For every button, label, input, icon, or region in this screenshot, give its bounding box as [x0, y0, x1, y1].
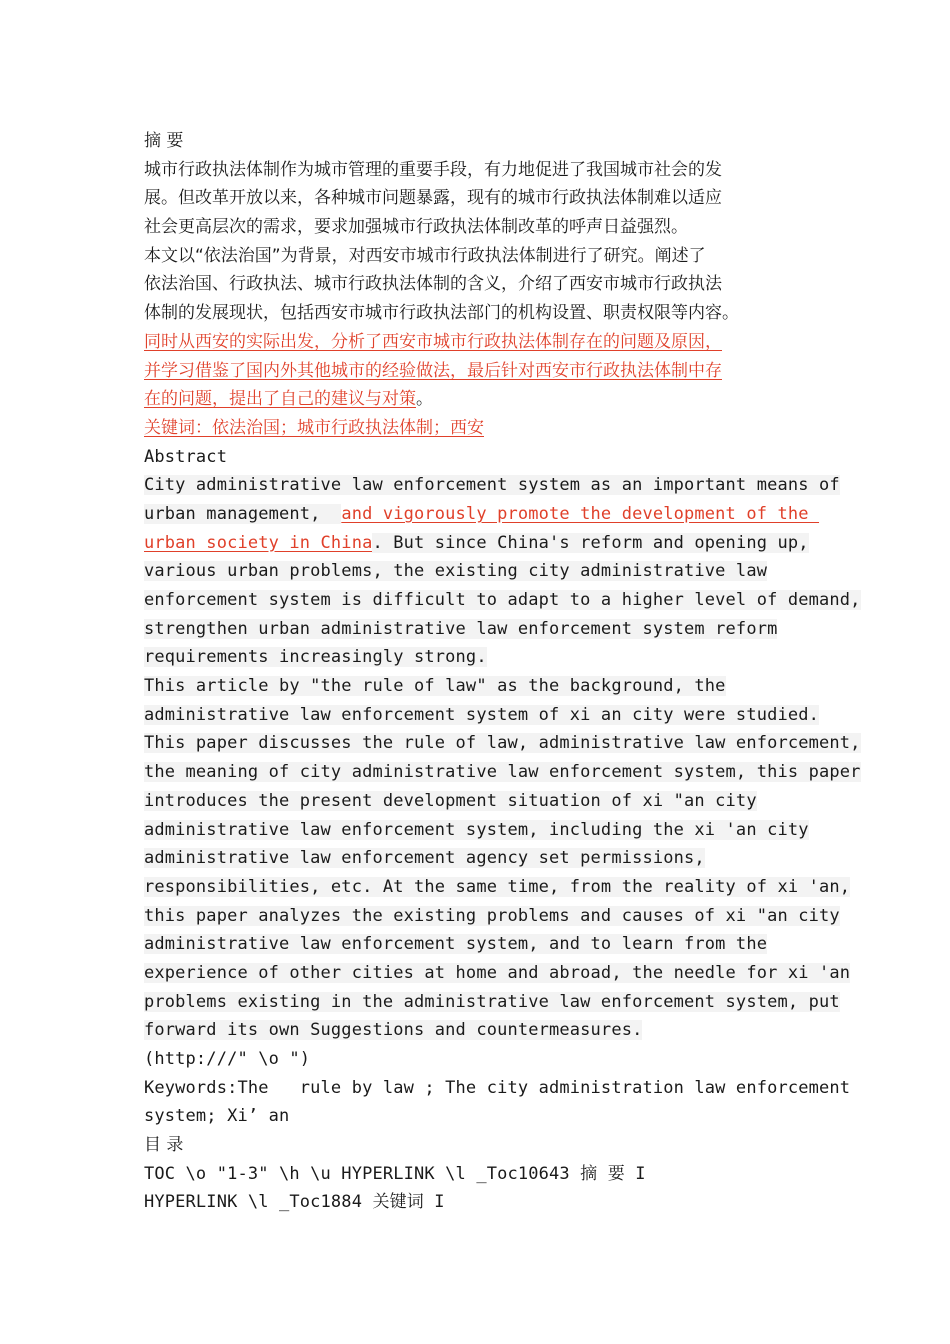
paragraph-line: this paper analyzes the existing problems and causes of xi "an city	[144, 905, 840, 926]
red-underlined-text: 同时从西安的实际出发，分析了西安市城市行政执法体制存在的问题及原因，	[144, 331, 722, 352]
paragraph-line: administrative law enforcement agency set permissions,	[144, 848, 705, 869]
abstract-heading-zh: 摘 要	[144, 131, 184, 151]
paragraph-line: forward its own Suggestions and countermeasures.	[144, 1020, 643, 1041]
paragraph-line: 展。但改革开放以来，各种城市问题暴露，现有的城市行政执法体制难以适应	[144, 188, 722, 209]
paragraph-line: 城市行政执法体制作为城市管理的重要手段，有力地促进了我国城市社会的发	[144, 159, 722, 180]
paragraph-line: the meaning of city administrative law enforcement system, this paper	[144, 762, 861, 783]
abstract-heading-en: Abstract	[144, 446, 228, 467]
paragraph-line: 本文以“依法治国”为背景，对西安市城市行政执法体制进行了研究。阐述了	[144, 245, 706, 266]
paragraph-line: experience of other cities at home and abroad, the needle for xi 'an	[144, 962, 851, 983]
highlighted-line	[144, 328, 814, 357]
red-underlined-text: 并学习借鉴了国内外其他城市的经验做法，最后针对西安市行政执法体制中存	[144, 360, 722, 381]
paragraph-line: various urban problems, the existing city administrative law	[144, 561, 768, 582]
toc-entry[interactable]: HYPERLINK \l _Toc1884 关键词 I	[144, 1192, 445, 1213]
paragraph-line: administrative law enforcement system, including the xi 'an city	[144, 819, 809, 840]
keywords-en: system; Xi’ an	[144, 1106, 290, 1127]
paragraph-line: strengthen urban administrative law enforcement system reform	[144, 618, 778, 639]
paragraph-line: introduces the present development situation of xi "an city	[144, 790, 757, 811]
paragraph-line: enforcement system is difficult to adapt to a higher level of demand,	[144, 590, 861, 610]
highlighted-line	[144, 357, 814, 386]
red-underlined-text: 在的问题，提出了自己的建议与对策	[144, 389, 416, 410]
toc-entry[interactable]: TOC \o "1-3" \h \u HYPERLINK \l _Toc10643 摘 要 I	[144, 1163, 646, 1184]
keywords-zh: 关键词：依法治国；城市行政执法体制；西安	[144, 417, 484, 438]
red-underlined-text: and vigorously promote the development of the	[341, 503, 820, 524]
document-body	[144, 127, 861, 1217]
paragraph-line: administrative law enforcement system of xi an city were studied.	[144, 704, 820, 725]
keywords-line-zh	[144, 414, 814, 443]
paragraph-line: 体制的发展现状，包括西安市城市行政执法部门的机构设置、职责权限等内容。	[144, 303, 739, 324]
period: 。	[416, 389, 433, 410]
paragraph-line: problems existing in the administrative law enforcement system, put	[144, 991, 840, 1012]
paragraph-line: urban management, and vigorously promote the development of the	[144, 503, 820, 524]
paragraph-line: administrative law enforcement system, and to learn from the	[144, 934, 768, 955]
field-code-link: (http:///" \o ")	[144, 1049, 311, 1069]
toc-heading: 目 录	[144, 1135, 184, 1156]
paragraph-line: urban society in China. But since China's reform and opening up,	[144, 532, 809, 553]
paragraph-line: 依法治国、行政执法、城市行政执法体制的含义，介绍了西安市城市行政执法	[144, 274, 722, 295]
red-underlined-text: urban society in China	[144, 532, 373, 553]
paragraph-line: 社会更高层次的需求，要求加强城市行政执法体制改革的呼声日益强烈。	[144, 217, 688, 238]
paragraph-line: This paper discusses the rule of law, administrative law enforcement,	[144, 733, 861, 754]
paragraph-line: City administrative law enforcement system as an important means of	[144, 475, 840, 496]
paragraph-line: responsibilities, etc. At the same time, from the reality of xi 'an,	[144, 876, 851, 897]
highlighted-line	[144, 385, 814, 414]
paragraph-line: This article by "the rule of law" as the background, the	[144, 676, 726, 697]
keywords-en: Keywords:The rule by law ; The city administration law enforcement	[144, 1077, 851, 1098]
paragraph-line: requirements increasingly strong.	[144, 647, 487, 668]
